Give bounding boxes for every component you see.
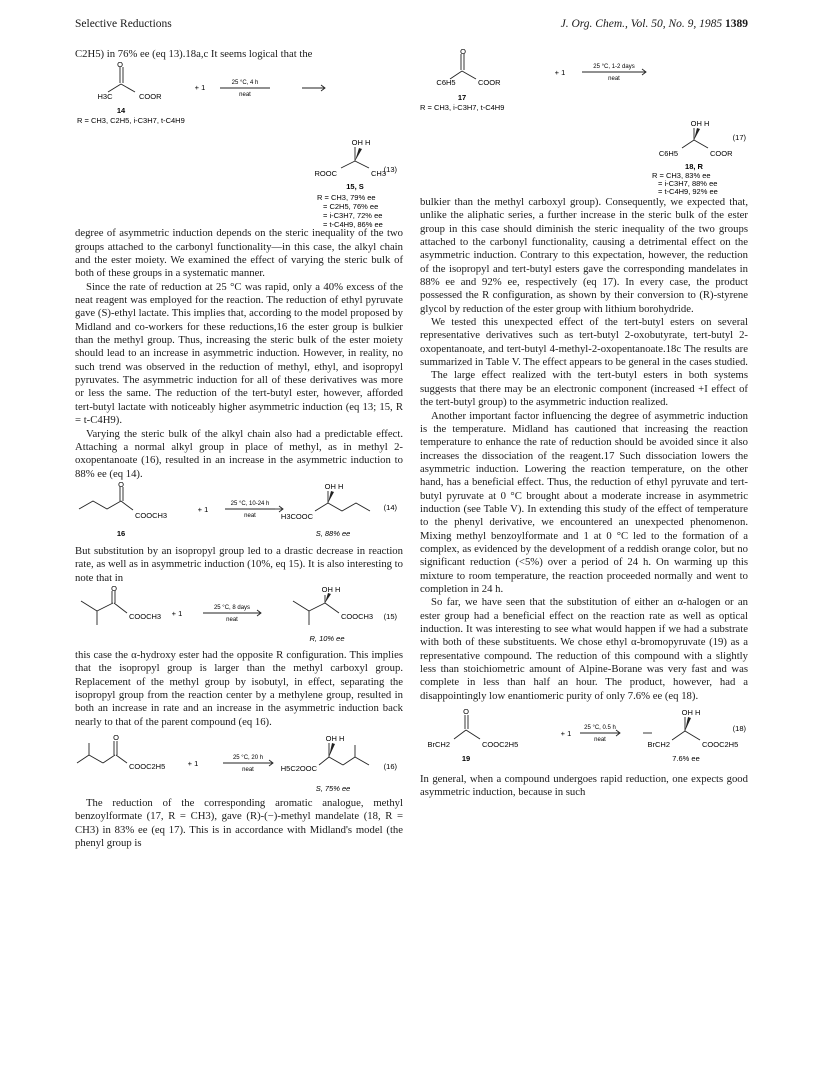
right-paragraph-6: In general, when a compound undergoes rapid reduction, one expects good asymmetric induction, because in such [420, 773, 748, 799]
eq13-conditions-bottom: neat [239, 92, 251, 99]
eq18-reactant-right: COOC2H5 [482, 740, 519, 750]
eq18-product-right: COOC2H5 [702, 740, 739, 750]
eq14-product-oh: OH H [324, 481, 344, 491]
eq18-conditions-top: 25 °C, 0.5 h [584, 725, 616, 732]
svg-text:O: O [113, 732, 119, 742]
eq14-result: S, 88% ee [315, 528, 351, 538]
eq14-conditions-top: 25 °C, 10-24 h [230, 500, 270, 507]
svg-text:O: O [118, 479, 124, 489]
eq17-conditions-bottom: neat [608, 76, 620, 82]
eq16-plus: + 1 [187, 758, 199, 768]
left-paragraph-4: But substitution by an isopropyl group led to a drastic decrease in reaction rate, as well as in asymmetric induction (10%, eq 15). It is also interesting to note that in [75, 544, 403, 584]
eq18-result: 7.6% ee [672, 754, 700, 764]
right-paragraph-5: So far, we have seen that the substitution of either an α-halogen or an ester group had a beneficial effect on the reaction rate as well as optical induction. It was interesting to see what would happen if we had a substrate with both of these substituents. We chose ethyl α-bromopyruvate (19) as a representative compound. The reduction of this compound with a slightly less than stoichiometric amount of Alpine-Borane was very fast and was complete in less than half an hour. The product, however, had a disappointingly low enantiomeric purity of only 7.6% ee (eq 18). [420, 596, 748, 702]
eq17-product-left: C6H5 [658, 149, 678, 158]
eq17-product-number: 18, R [685, 162, 703, 171]
eq16-result: S, 75% ee [315, 783, 351, 793]
eq13-reactant-left: H3C [97, 92, 113, 102]
equation-14 [75, 481, 403, 545]
eq17-reactant-left: C6H5 [436, 78, 456, 87]
right-column [420, 48, 748, 800]
running-head-left: Selective Reductions [75, 18, 172, 30]
eq18-number: (18) [732, 724, 746, 734]
eq16-product-left: H5C2OOC [280, 763, 317, 773]
eq18-product-oh: OH H [681, 708, 701, 718]
eq14-plus: + 1 [197, 504, 209, 514]
equation-16 [75, 729, 403, 797]
left-paragraph-6: The reduction of the corresponding aromatic analogue, methyl benzoylformate (17, R = CH3), gave (R)-(−)-methyl mandelate (18, R = CH3) in 83% ee (eq 17). This is in accordance with Midland's model (the phenyl group is [75, 796, 403, 849]
left-paragraph-3: Varying the steric bulk of the alkyl chain also had a predictable effect. Attaching a normal alkyl group in place of methyl, as in methyl 2-oxopentanoate (16), resulted in an increase in the asymmetric induction to 88% ee (eq 14). [75, 427, 403, 480]
eq17-reactant-number: 17 [457, 93, 467, 102]
right-paragraph-3: The large effect realized with the tert-butyl esters in both systems suggests that there may be an electronic component (increased +I effect of the tert-butyl group) to the asymmetric induction realized. [420, 369, 748, 409]
eq18-reactant-left: BrCH2 [427, 740, 450, 750]
eq14-reactant-number: 16 [116, 528, 126, 538]
eq17-conditions-top: 25 °C, 1-2 days [593, 64, 635, 70]
svg-text:O: O [460, 47, 466, 56]
equation-15 [75, 585, 403, 649]
left-paragraph-2: Since the rate of reduction at 25 °C was rapid, only a 40% excess of the neat reagent was employed for the reaction. The reduction of ethyl pyruvate gave (S)-ethyl lactate. This implies that, according to the model proposed by Midland and co-workers for these reductions,16 the ester group is bulkier than the methyl group. Thus, increasing the steric bulk of the ester moiety should lead to an increase in asymmetric induction. However, in reality, no such trend was observed in the reduction of methyl, ethyl, and isopropyl pyruvates. The asymmetric induction for all of these derivatives was more or less the same. The reduction of the tert-butyl ester, however, afforded tert-butyl lactate with noticeably higher asymmetric induction (eq 13; 15, R = t-C4H9). [75, 280, 403, 427]
eq13-result-4: = t-C4H9, 86% ee [323, 220, 383, 230]
eq15-plus: + 1 [171, 608, 183, 618]
eq15-result: R, 10% ee [309, 633, 345, 643]
equation-18 [420, 703, 748, 773]
eq16-product-oh: OH H [325, 733, 345, 743]
left-paragraph-1: degree of asymmetric induction depends on the steric inequality of the two groups attached to the carbonyl functionality—in this case, the alkyl chain and the ester moiety. We examined the effect of varying the steric bulk of both of these groups in a systematic manner. [75, 227, 403, 280]
eq15-product-oh: OH H [321, 584, 341, 594]
eq13-product-oh: OH H [351, 138, 371, 148]
eq13-product-left: ROOC [314, 169, 337, 179]
eq16-number: (16) [383, 761, 397, 771]
right-paragraph-1: bulkier than the methyl carboxyl group). Consequently, we expected that, unlike the aliphatic series, a further increase in the steric bulk of the ester group in this case should diminish the steric inequality of the two groups attached to the carbonyl functionality, causing a detrimental effect on the asymmetric induction. Contrary to this expectation, however, the reduction of the isopropyl and tert-butyl esters gave the corresponding mandelates in 88% ee and 92% ee, respectively (eq 17). In every case, the product possessed the R configuration, as shown by their conversion to (R)-styrene glycol by reduction of the ester group with lithium borohydride. [420, 196, 748, 315]
eq13-number: (13) [383, 165, 397, 175]
eq18-conditions-bottom: neat [594, 737, 606, 744]
eq18-reactant-number: 19 [461, 754, 471, 764]
running-head-right [561, 18, 748, 30]
left-column [75, 48, 403, 850]
eq13-product-number: 15, S [346, 182, 364, 192]
eq15-reactant-right: COOCH3 [129, 611, 162, 621]
svg-text:O: O [463, 707, 469, 717]
eq17-result-3: = t-C4H9, 92% ee [658, 187, 718, 196]
eq14-product-left: H3COOC [280, 511, 313, 521]
eq13-reactant-number: 14 [116, 106, 126, 116]
eq18-plus: + 1 [560, 729, 572, 739]
eq17-number: (17) [732, 133, 746, 142]
page-number: 1389 [725, 18, 748, 30]
eq13-result-2: = C2H5, 76% ee [323, 202, 379, 212]
eq13-result-3: = i-C3H7, 72% ee [323, 211, 383, 221]
eq17-reactant-r: R = CH3, i-C3H7, t-C4H9 [420, 103, 505, 112]
right-paragraph-2: We tested this unexpected effect of the tert-butyl esters on several representative derivatives such as tert-butyl 2-oxobutyrate, tert-butyl 2-oxopentanoate, and tert-butyl 4-methyl-2-oxopentanoate.18c The results are summarized in Table V. The effect appears to be general in the cases studied. [420, 316, 748, 369]
eq16-reactant-right: COOC2H5 [129, 761, 166, 771]
eq14-number: (14) [383, 502, 397, 512]
journal-citation: J. Org. Chem., Vol. 50, No. 9, 1985 [560, 18, 723, 30]
eq14-conditions-bottom: neat [244, 512, 256, 519]
eq15-number: (15) [383, 611, 397, 621]
eq17-product-oh: OH H [690, 119, 710, 128]
eq17-product-right: COOR [710, 149, 733, 158]
eq14-reactant-right: COOCH3 [135, 510, 168, 520]
intro-line: C2H5) in 76% ee (eq 13).18a,c It seems logical that the [75, 48, 313, 60]
equation-17 [420, 47, 748, 196]
eq15-conditions-top: 25 °C, 8 days [213, 604, 251, 611]
equation-13 [75, 60, 403, 230]
eq17-reactant-right: COOR [478, 78, 501, 87]
eq13-product-right: CH3 [371, 169, 387, 179]
eq16-conditions-top: 25 °C, 20 h [232, 754, 264, 761]
eq13-plus: + 1 [194, 83, 206, 93]
left-paragraph-5: this case the α-hydroxy ester had the opposite R configuration. This implies that the isopropyl group is larger than the methyl carboxyl group. Replacement of the methyl group by isobutyl, in effect, separating the isopropyl group from the reaction center by a methylene group, resulted in both an increase in rate and an increase in the asymmetric induction back nearly to that of the parent compound (eq 16). [75, 648, 403, 728]
right-paragraph-4: Another important factor influencing the degree of asymmetric induction is the temperature. Midland has cautioned that increasing the reaction temperature to enhance the rate of reduction should be avoided since it also increases the dissociation of the reagent.17 Such dissociation lowers the asymmetric induction. Lowering the reaction temperature, on the other hand, has a beneficial effect. Thus, the reduction of ethyl pyruvate and tert-butyl pyruvate at 0 °C brought about a moderate increase in asymmetric induction (see Table V). In extending this study of the effect of temperature to the phenyl derivative, we encountered an unexpected phenomenon. Mixing methyl benzoylformate and 1 at 0 °C led to the formation of a complex, as evidenced by the development of a reddish orange color, but no significant reduction (<5%) over a period of 24 h. On warming up this mixture to room temperature, the reaction proceeded normally and went to completion in 24 h. [420, 409, 748, 595]
eq13-result-1: R = CH3, 79% ee [317, 193, 376, 203]
eq18-product-left: BrCH2 [647, 740, 670, 750]
eq17-result-1: R = CH3, 83% ee [652, 171, 711, 180]
svg-text:O: O [117, 60, 123, 70]
eq13-reactant-r: R = CH3, C2H5, i-C3H7, t-C4H9 [77, 116, 185, 126]
eq17-result-2: = i-C3H7, 88% ee [658, 179, 718, 188]
eq13-reactant-right: COOR [139, 92, 162, 102]
eq15-conditions-bottom: neat [226, 616, 238, 623]
eq17-plus: + 1 [554, 68, 566, 77]
svg-text:O: O [111, 583, 117, 593]
eq13-conditions-top: 25 °C, 4 h [231, 80, 259, 87]
eq16-conditions-bottom: neat [242, 766, 254, 773]
eq15-product-right: COOCH3 [341, 611, 374, 621]
